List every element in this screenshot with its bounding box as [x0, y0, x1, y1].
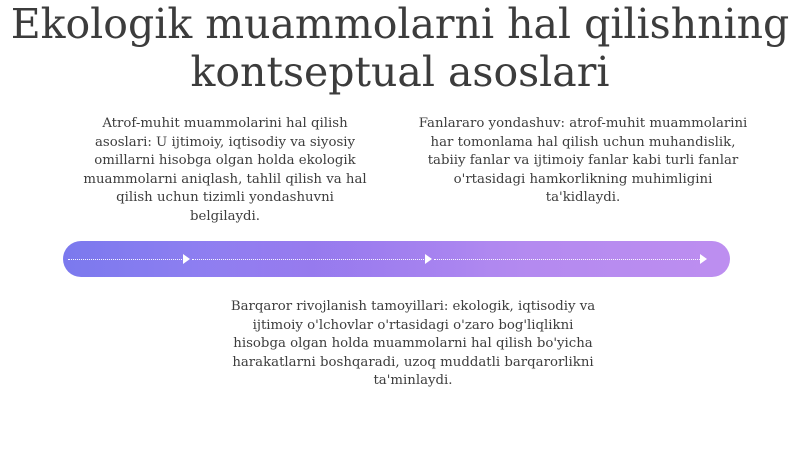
timeline-connector-3 [434, 259, 702, 260]
text-block-interdisciplinary: Fanlararo yondashuv: atrof-muhit muammolarini har tomonlama hal qilish uchun muhandislik, tabiiy fanlar va ijtimoiy fanlar kabi turli fanlar o'rtasidagi hamkorlikning muhimligini ta'kidlaydi. [418, 116, 748, 205]
arrow-right-icon [425, 254, 432, 264]
text-block-sustainability: Barqaror rivojlanish tamoyillari: ekologik, iqtisodiy va ijtimoiy o'lchovlar o'rtasidagi o'zaro bog'liqlikni hisobga olgan holda muammolarni hal qilish bo'yicha harakatlarni boshqaradi, uzoq muddatli barqarorlikni ta'minlaydi. [230, 299, 596, 388]
timeline-connector-1 [68, 259, 186, 260]
page-title: Ekologik muammolarni hal qilishning kontseptual asoslari [10, 0, 790, 96]
arrow-right-icon [183, 254, 190, 264]
timeline-connector-2 [192, 259, 428, 260]
text-block-framework: Atrof-muhit muammolarini hal qilish asoslari: U ijtimoiy, iqtisodiy va siyosiy omillarni hisobga olgan holda ekologik muammolarni aniqlash, tahlil qilish va hal qilish uchun tizimli yondashuvni belgilaydi. [83, 116, 367, 224]
arrow-right-icon [700, 254, 707, 264]
